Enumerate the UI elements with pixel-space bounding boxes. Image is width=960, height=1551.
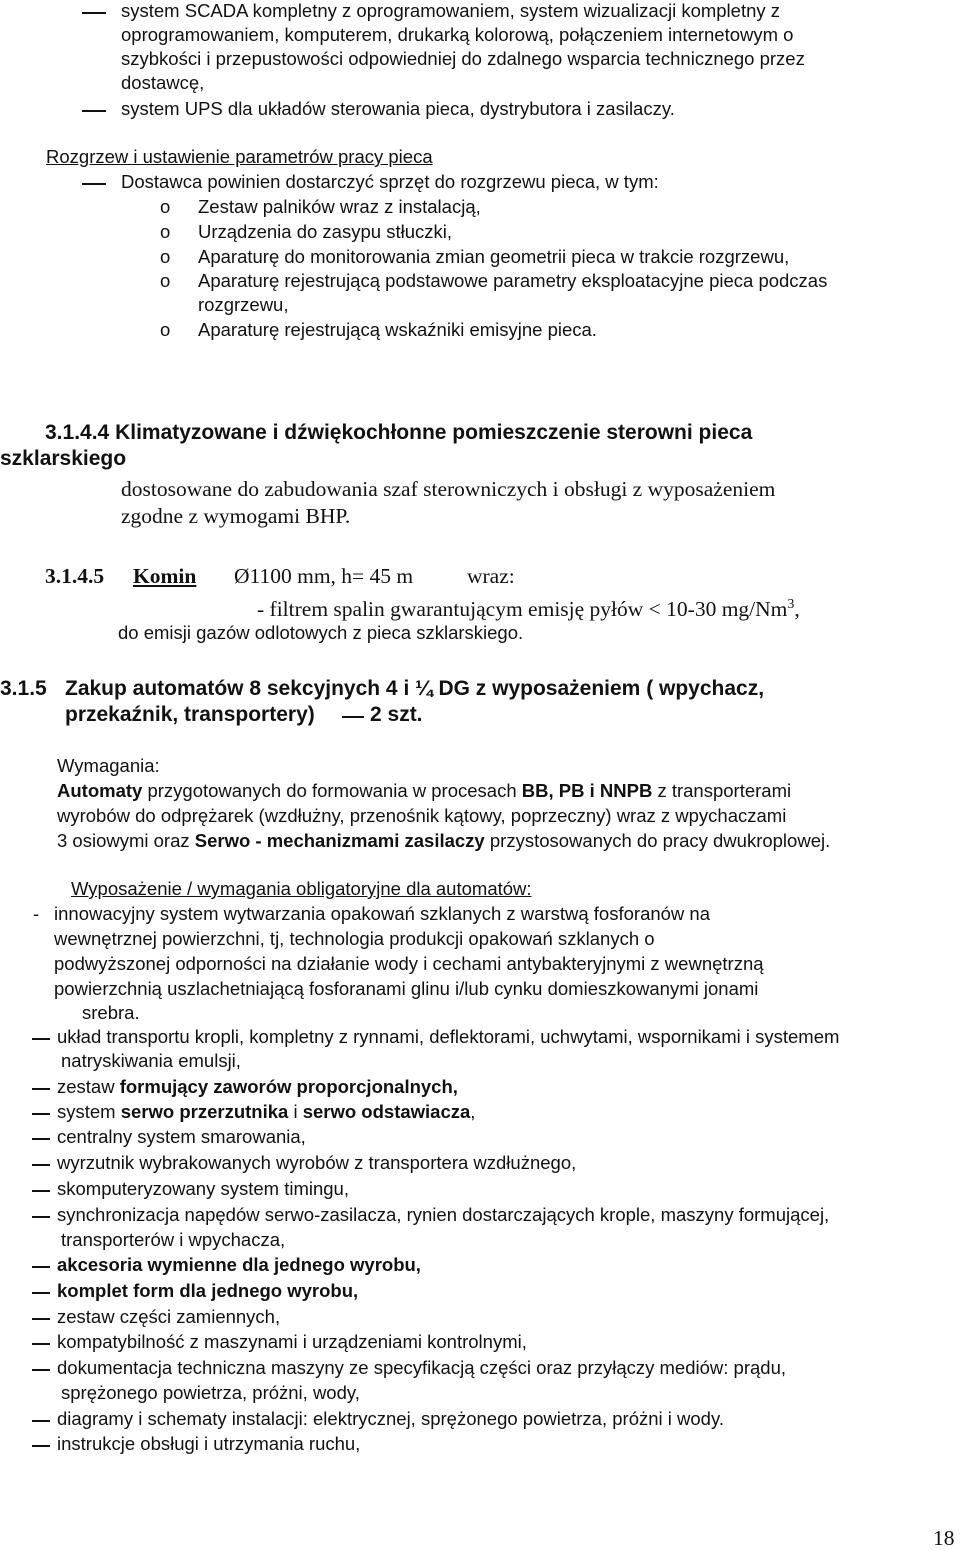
dash-separator bbox=[342, 716, 364, 718]
list-item: układ transportu kropli, kompletny z rynnami, deflektorami, uchwytami, wspornikami i systemem bbox=[57, 1026, 840, 1047]
list-item: dostawcę, bbox=[121, 72, 205, 93]
list-item: podwyższonej odporności na działanie wody i cechami antybakteryjnymi z wewnętrzną bbox=[54, 953, 764, 974]
section-number: 3.1.4.4 bbox=[45, 421, 110, 444]
paragraph-text: i bbox=[288, 1101, 303, 1122]
spec-text: Ø1100 mm, h= 45 m bbox=[234, 564, 414, 588]
circle-bullet: o bbox=[160, 196, 171, 217]
section-number: 3.1.4.5 bbox=[45, 564, 105, 588]
list-item: sprężonego powietrza, próżni, wody, bbox=[61, 1382, 360, 1403]
dash-bullet bbox=[32, 1164, 50, 1166]
list-item: rozgrzewu, bbox=[198, 294, 289, 315]
section-title: Klimatyzowane i dźwiękochłonne pomieszczenie sterowni pieca bbox=[115, 421, 753, 444]
quantity: 2 szt. bbox=[370, 703, 423, 726]
dash-bullet bbox=[82, 12, 106, 14]
list-item: powierzchnią uszlachetniającą fosforanami glinu i/lub cynku domieszkowanymi jonami bbox=[54, 978, 759, 999]
list-item: Urządzenia do zasypu stłuczki, bbox=[198, 221, 452, 242]
list-item: skomputeryzowany system timingu, bbox=[57, 1178, 349, 1199]
bold-text: Automaty bbox=[57, 780, 143, 801]
page-number: 18 bbox=[933, 1526, 955, 1550]
paragraph-text: , bbox=[470, 1101, 476, 1122]
paragraph: zgodne z wymogami BHP. bbox=[121, 504, 351, 528]
paragraph: do emisji gazów odlotowych z pieca szklarskiego. bbox=[118, 622, 524, 643]
section-heading: Rozgrzew i ustawienie parametrów pracy pieca bbox=[46, 146, 433, 167]
paragraph: dostosowane do zabudowania szaf sterowniczych i obsługi z wyposażeniem bbox=[121, 477, 776, 501]
list-item: synchronizacja napędów serwo-zasilacza, rynien dostarczających krople, maszyny formującej, bbox=[57, 1204, 830, 1225]
hyphen-bullet: - bbox=[33, 903, 40, 924]
list-item: innowacyjny system wytwarzania opakowań szklanych z warstwą fosforanów na bbox=[54, 903, 711, 924]
bold-text: serwo odstawiacza bbox=[302, 1101, 471, 1122]
list-item bbox=[57, 1076, 458, 1098]
dash-bullet bbox=[32, 1216, 50, 1218]
paragraph bbox=[57, 780, 791, 802]
list-item: centralny system smarowania, bbox=[57, 1126, 306, 1147]
list-item bbox=[57, 1101, 475, 1123]
section-title: Komin bbox=[133, 564, 197, 588]
dash-bullet bbox=[32, 1343, 50, 1345]
dash-bullet bbox=[32, 1445, 50, 1447]
section-heading: Wyposażenie / wymagania obligatoryjne dla automatów: bbox=[71, 878, 532, 899]
section-title: przekaźnik, transportery) bbox=[65, 703, 315, 726]
requirements-label: Wymagania: bbox=[57, 755, 160, 776]
dash-bullet bbox=[32, 1113, 50, 1115]
dash-bullet bbox=[32, 1266, 50, 1268]
list-item: kompatybilność z maszynami i urządzeniami kontrolnymi, bbox=[57, 1331, 527, 1352]
list-item: transporterów i wpychacza, bbox=[61, 1229, 286, 1250]
list-item: szybkości i przepustowości odpowiedniej do zdalnego wsparcia technicznego przez bbox=[121, 48, 805, 69]
circle-bullet: o bbox=[160, 319, 171, 340]
paragraph: Dostawca powinien dostarczyć sprzęt do rozgrzewu pieca, w tym: bbox=[121, 171, 659, 192]
paragraph bbox=[257, 592, 800, 622]
dash-bullet bbox=[32, 1138, 50, 1140]
circle-bullet: o bbox=[160, 270, 171, 291]
circle-bullet: o bbox=[160, 246, 171, 267]
list-item: zestaw części zamiennych, bbox=[57, 1306, 281, 1327]
dash-bullet bbox=[32, 1038, 50, 1040]
bold-text: BB, PB i NNPB bbox=[521, 780, 653, 801]
list-item: wewnętrznej powierzchni, tj, technologia produkcji opakowań szklanych o bbox=[54, 928, 655, 949]
list-item: system SCADA kompletny z oprogramowaniem, system wizualizacji kompletny z bbox=[121, 0, 781, 21]
bold-text: Serwo - mechanizmami zasilaczy bbox=[194, 830, 485, 851]
paragraph-text: system bbox=[57, 1101, 121, 1122]
list-item: diagramy i schematy instalacji: elektrycznej, sprężonego powietrza, próżni i wody. bbox=[57, 1408, 724, 1429]
bold-text: serwo przerzutnika bbox=[120, 1101, 289, 1122]
paragraph-text: - filtrem spalin gwarantującym emisję pyłów < 10-30 mg/Nm bbox=[257, 597, 788, 622]
paragraph-text: z transporterami bbox=[652, 780, 792, 801]
paragraph: wyrobów do odprężarek (wzdłużny, przenośnik kątowy, poprzeczny) wraz z wpychaczami bbox=[57, 805, 787, 826]
superscript: 3 bbox=[787, 597, 795, 612]
paragraph bbox=[57, 830, 830, 852]
paragraph-text: 3 osiowymi oraz bbox=[57, 830, 195, 851]
dash-bullet bbox=[82, 183, 106, 185]
dash-bullet bbox=[32, 1190, 50, 1192]
paragraph-text: zestaw bbox=[57, 1076, 120, 1097]
list-item: Aparaturę rejestrującą podstawowe parametry eksploatacyjne pieca podczas bbox=[198, 270, 828, 291]
paragraph-text: , bbox=[794, 597, 800, 622]
dash-bullet bbox=[32, 1318, 50, 1320]
paragraph-text: przygotowanych do formowania w procesach bbox=[142, 780, 522, 801]
list-item: Zestaw palników wraz z instalacją, bbox=[198, 196, 481, 217]
dash-bullet bbox=[82, 110, 106, 112]
dash-bullet bbox=[32, 1420, 50, 1422]
section-title: szklarskiego bbox=[0, 447, 127, 470]
section-heading bbox=[45, 420, 752, 446]
section-title: Zakup automatów 8 sekcyjnych 4 i ¼ DG z wyposażeniem ( wpychacz, bbox=[65, 677, 765, 700]
list-item: dokumentacja techniczna maszyny ze specyfikacją części oraz przyłączy mediów: prądu, bbox=[57, 1357, 787, 1378]
list-item: akcesoria wymienne dla jednego wyrobu, bbox=[57, 1254, 421, 1275]
dash-bullet bbox=[32, 1292, 50, 1294]
dash-bullet bbox=[32, 1088, 50, 1090]
list-item: komplet form dla jednego wyrobu, bbox=[57, 1280, 359, 1301]
list-item: oprogramowaniem, komputerem, drukarką kolorową, połączeniem internetowym o bbox=[121, 24, 794, 45]
list-item: Aparaturę rejestrującą wskaźniki emisyjne pieca. bbox=[198, 319, 597, 340]
list-item: srebra. bbox=[82, 1002, 140, 1023]
circle-bullet: o bbox=[160, 221, 171, 242]
section-number: 3.1.5 bbox=[0, 677, 47, 700]
spec-text: wraz: bbox=[467, 564, 515, 588]
list-item: system UPS dla układów sterowania pieca, dystrybutora i zasilaczy. bbox=[121, 98, 675, 119]
dash-bullet bbox=[32, 1369, 50, 1371]
list-item: instrukcje obsługi i utrzymania ruchu, bbox=[57, 1433, 361, 1454]
bold-text: formujący zaworów proporcjonalnych, bbox=[119, 1076, 458, 1097]
list-item: natryskiwania emulsji, bbox=[61, 1050, 241, 1071]
list-item: Aparaturę do monitorowania zmian geometrii pieca w trakcie rozgrzewu, bbox=[198, 246, 790, 267]
list-item: wyrzutnik wybrakowanych wyrobów z transportera wzdłużnego, bbox=[57, 1152, 577, 1173]
paragraph-text: przystosowanych do pracy dwukroplowej. bbox=[484, 830, 831, 851]
